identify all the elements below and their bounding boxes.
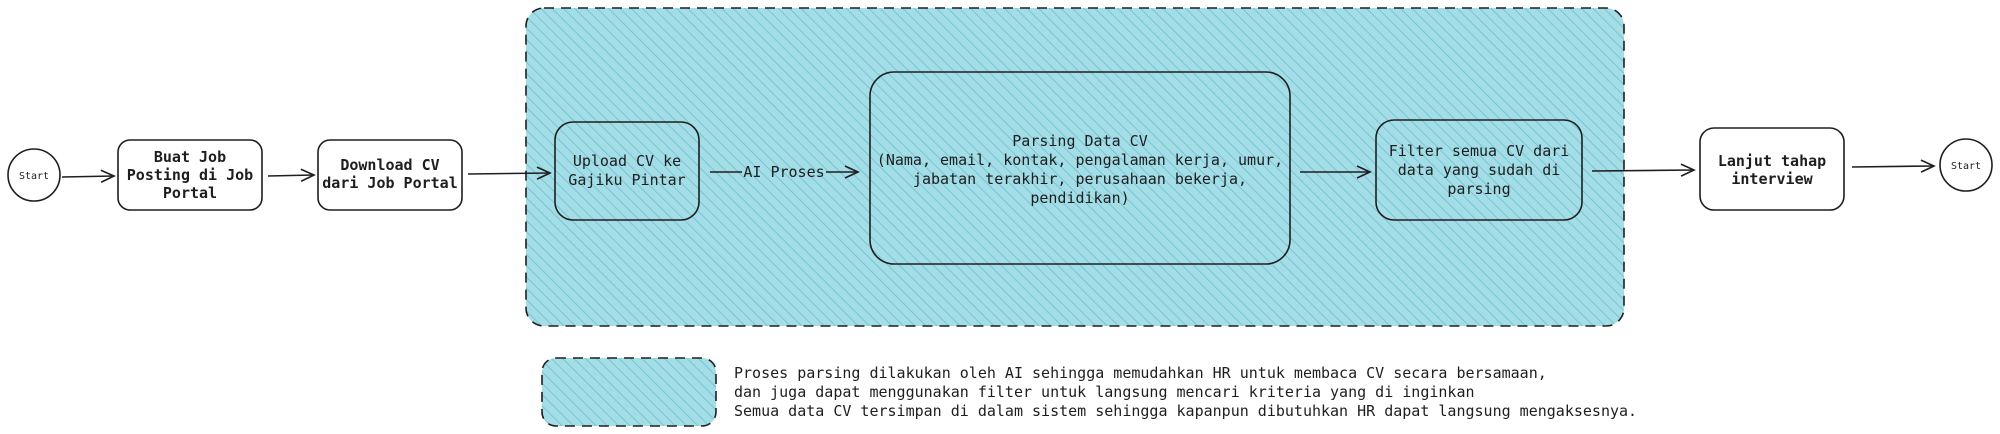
- legend-line-3: Semua data CV tersimpan di dalam sistem sehingga kapanpun dibutuhkan HR dapat langsung mengaksesnya.: [734, 402, 1638, 420]
- end-node[interactable]: [1940, 139, 1992, 191]
- arrow-interview-to-end: [1852, 166, 1934, 167]
- buat-job-line-3: Portal: [162, 184, 218, 202]
- buat-job-line-1: Buat Job: [153, 148, 227, 166]
- end-node-label: Start: [1950, 161, 1982, 172]
- filter-line-3: parsing: [1447, 180, 1511, 198]
- download-cv-line-2: dari Job Portal: [322, 174, 458, 192]
- edge-label-ai-proses: AI Proses: [743, 163, 825, 181]
- upload-cv-line-2: Gajiku Pintar: [568, 171, 686, 189]
- parsing-line-4: pendidikan): [1030, 189, 1130, 207]
- legend-line-1: Proses parsing dilakukan oleh AI sehingga memudahkan HR untuk membaca CV secara bersamaan,: [734, 364, 1547, 382]
- arrow-download-to-upload: [468, 173, 550, 174]
- upload-cv-line-1: Upload CV ke: [572, 152, 682, 170]
- filter-line-1: Filter semua CV dari: [1388, 142, 1570, 160]
- filter-line-2: data yang sudah di: [1397, 161, 1561, 179]
- interview-line-1: Lanjut tahap: [1717, 152, 1827, 170]
- arrow-start-to-buat-job: [62, 176, 114, 177]
- parsing-line-1: Parsing Data CV: [1012, 132, 1148, 150]
- buat-job-posting-node[interactable]: [118, 140, 262, 210]
- arrow-buat-job-to-download: [268, 175, 314, 176]
- start-node[interactable]: [8, 149, 60, 201]
- arrow-filter-to-interview: [1592, 170, 1694, 171]
- interview-node[interactable]: [1700, 128, 1844, 210]
- buat-job-line-2: Posting di Job: [126, 166, 254, 184]
- parsing-line-3: jabatan terakhir, perusahaan bekerja,: [912, 170, 1248, 188]
- interview-line-2: interview: [1731, 170, 1813, 188]
- legend-line-2: dan juga dapat menggunakan filter untuk langsung mencari kriteria yang di inginkan: [734, 383, 1475, 401]
- start-node-label: Start: [18, 171, 50, 182]
- download-cv-node[interactable]: [318, 140, 462, 210]
- download-cv-line-1: Download CV: [340, 156, 440, 174]
- parsing-line-2: (Nama, email, kontak, pengalaman kerja, umur,: [876, 151, 1284, 169]
- legend-swatch: [542, 358, 716, 426]
